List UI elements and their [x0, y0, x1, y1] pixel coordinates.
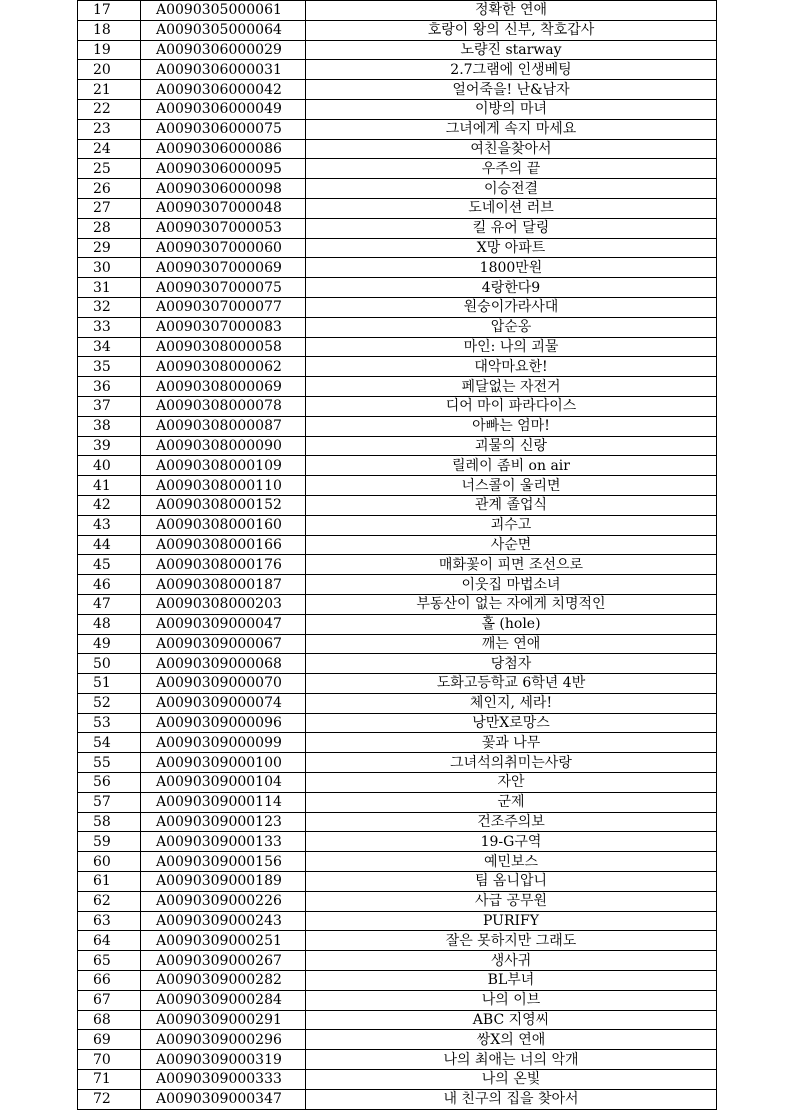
row-title: 꽃과 나무 — [306, 733, 717, 753]
table-row — [78, 60, 717, 80]
row-code: A0090309000114 — [141, 792, 306, 812]
table-row — [78, 238, 717, 258]
row-title: 19-G구역 — [306, 832, 717, 852]
row-code: A0090306000095 — [141, 159, 306, 179]
row-title: 건조주의보 — [306, 812, 717, 832]
row-code: A0090309000099 — [141, 733, 306, 753]
row-title: 낭만X로망스 — [306, 713, 717, 733]
row-code: A0090305000064 — [141, 20, 306, 40]
row-number: 35 — [78, 357, 141, 377]
row-code: A0090308000087 — [141, 416, 306, 436]
row-title: 홀 (hole) — [306, 614, 717, 634]
table-row — [78, 159, 717, 179]
row-number: 51 — [78, 674, 141, 694]
row-code: A0090308000152 — [141, 495, 306, 515]
table-row — [78, 792, 717, 812]
row-code: A0090307000053 — [141, 218, 306, 238]
table-row — [78, 614, 717, 634]
row-number: 58 — [78, 812, 141, 832]
row-code: A0090306000086 — [141, 139, 306, 159]
row-code: A0090309000067 — [141, 634, 306, 654]
row-title: 당첨자 — [306, 654, 717, 674]
row-code: A0090306000031 — [141, 60, 306, 80]
row-title: 우주의 끝 — [306, 159, 717, 179]
row-code: A0090307000075 — [141, 278, 306, 298]
table-row — [78, 1, 717, 21]
table-row — [78, 1050, 717, 1070]
row-number: 70 — [78, 1050, 141, 1070]
row-number: 37 — [78, 396, 141, 416]
row-number: 65 — [78, 951, 141, 971]
table-row — [78, 575, 717, 595]
row-number: 61 — [78, 872, 141, 892]
table-row — [78, 1070, 717, 1090]
row-number: 39 — [78, 436, 141, 456]
row-number: 40 — [78, 456, 141, 476]
row-code: A0090308000109 — [141, 456, 306, 476]
table-row — [78, 1030, 717, 1050]
row-number: 18 — [78, 20, 141, 40]
row-code: A0090309000104 — [141, 773, 306, 793]
table-row — [78, 40, 717, 60]
row-code: A0090307000069 — [141, 258, 306, 278]
row-title: 노량진 starway — [306, 40, 717, 60]
row-code: A0090308000110 — [141, 476, 306, 496]
row-title: 이방의 마녀 — [306, 99, 717, 119]
table-row — [78, 456, 717, 476]
row-number: 32 — [78, 297, 141, 317]
row-number: 33 — [78, 317, 141, 337]
row-number: 54 — [78, 733, 141, 753]
table-row — [78, 179, 717, 199]
row-code: A0090309000189 — [141, 872, 306, 892]
row-title: ABC 지영씨 — [306, 1010, 717, 1030]
row-number: 48 — [78, 614, 141, 634]
table-row — [78, 99, 717, 119]
row-title: 이승전결 — [306, 179, 717, 199]
row-title: 너스콜이 울리면 — [306, 476, 717, 496]
row-code: A0090308000062 — [141, 357, 306, 377]
row-number: 64 — [78, 931, 141, 951]
row-number: 60 — [78, 852, 141, 872]
row-code: A0090309000047 — [141, 614, 306, 634]
table-row — [78, 674, 717, 694]
row-code: A0090309000070 — [141, 674, 306, 694]
row-title: 대악마요한! — [306, 357, 717, 377]
row-code: A0090308000203 — [141, 594, 306, 614]
row-number: 41 — [78, 476, 141, 496]
row-code: A0090308000058 — [141, 337, 306, 357]
table-row — [78, 971, 717, 991]
row-code: A0090305000061 — [141, 1, 306, 21]
row-title: 아빠는 엄마! — [306, 416, 717, 436]
row-number: 56 — [78, 773, 141, 793]
row-title: 쌍X의 연애 — [306, 1030, 717, 1050]
row-title: 팀 옴니압니 — [306, 872, 717, 892]
row-title: BL부녀 — [306, 971, 717, 991]
row-code: A0090309000284 — [141, 990, 306, 1010]
row-code: A0090307000060 — [141, 238, 306, 258]
row-title: 그녀에게 속지 마세요 — [306, 119, 717, 139]
table-row — [78, 634, 717, 654]
row-number: 72 — [78, 1089, 141, 1109]
row-number: 53 — [78, 713, 141, 733]
row-number: 66 — [78, 971, 141, 991]
row-title: 2.7그램에 인생베팅 — [306, 60, 717, 80]
table-row — [78, 80, 717, 100]
row-number: 27 — [78, 198, 141, 218]
row-title: 4랑한다9 — [306, 278, 717, 298]
row-code: A0090306000049 — [141, 99, 306, 119]
row-number: 38 — [78, 416, 141, 436]
row-code: A0090309000296 — [141, 1030, 306, 1050]
row-number: 22 — [78, 99, 141, 119]
row-code: A0090309000133 — [141, 832, 306, 852]
row-number: 29 — [78, 238, 141, 258]
row-code: A0090307000083 — [141, 317, 306, 337]
row-number: 43 — [78, 515, 141, 535]
row-code: A0090308000166 — [141, 535, 306, 555]
row-code: A0090309000243 — [141, 911, 306, 931]
row-code: A0090306000075 — [141, 119, 306, 139]
table-row — [78, 535, 717, 555]
table-row — [78, 911, 717, 931]
row-number: 23 — [78, 119, 141, 139]
row-number: 21 — [78, 80, 141, 100]
row-title: PURIFY — [306, 911, 717, 931]
row-number: 34 — [78, 337, 141, 357]
row-code: A0090309000333 — [141, 1070, 306, 1090]
row-number: 47 — [78, 594, 141, 614]
row-code: A0090308000176 — [141, 555, 306, 575]
row-code: A0090309000068 — [141, 654, 306, 674]
row-title: 정확한 연애 — [306, 1, 717, 21]
table-row — [78, 872, 717, 892]
table-row — [78, 594, 717, 614]
row-number: 46 — [78, 575, 141, 595]
row-number: 19 — [78, 40, 141, 60]
row-title: 내 친구의 집을 찾아서 — [306, 1089, 717, 1109]
row-title: 1800만원 — [306, 258, 717, 278]
row-code: A0090309000123 — [141, 812, 306, 832]
table-row — [78, 951, 717, 971]
table-row — [78, 20, 717, 40]
row-code: A0090309000156 — [141, 852, 306, 872]
row-title: 도네이션 러브 — [306, 198, 717, 218]
row-number: 42 — [78, 495, 141, 515]
table-row — [78, 119, 717, 139]
table-row — [78, 555, 717, 575]
row-title: 디어 마이 파라다이스 — [306, 396, 717, 416]
row-code: A0090309000319 — [141, 1050, 306, 1070]
row-code: A0090307000077 — [141, 297, 306, 317]
row-number: 25 — [78, 159, 141, 179]
row-number: 26 — [78, 179, 141, 199]
row-title: 도화고등학교 6학년 4반 — [306, 674, 717, 694]
row-title: 이웃집 마법소녀 — [306, 575, 717, 595]
table-row — [78, 1089, 717, 1109]
row-title: 사급 공무원 — [306, 891, 717, 911]
row-code: A0090309000267 — [141, 951, 306, 971]
row-number: 45 — [78, 555, 141, 575]
row-title: 사순면 — [306, 535, 717, 555]
row-title: 그녀석의취미는사랑 — [306, 753, 717, 773]
table-row — [78, 1010, 717, 1030]
row-title: 얼어죽을! 난&남자 — [306, 80, 717, 100]
row-title: 잘은 못하지만 그래도 — [306, 931, 717, 951]
row-number: 67 — [78, 990, 141, 1010]
row-title: 괴물의 신랑 — [306, 436, 717, 456]
table-row — [78, 377, 717, 397]
row-code: A0090309000291 — [141, 1010, 306, 1030]
table-row — [78, 278, 717, 298]
row-number: 62 — [78, 891, 141, 911]
table-row — [78, 495, 717, 515]
row-code: A0090309000096 — [141, 713, 306, 733]
table-row — [78, 812, 717, 832]
row-title: 페달없는 자전거 — [306, 377, 717, 397]
row-number: 31 — [78, 278, 141, 298]
table-row — [78, 258, 717, 278]
table-row — [78, 396, 717, 416]
row-title: 압순옹 — [306, 317, 717, 337]
table-row — [78, 436, 717, 456]
row-title: 킬 유어 달링 — [306, 218, 717, 238]
row-title: 괴수고 — [306, 515, 717, 535]
row-title: 매화꽃이 피면 조선으로 — [306, 555, 717, 575]
table-row — [78, 891, 717, 911]
row-number: 20 — [78, 60, 141, 80]
row-number: 17 — [78, 1, 141, 21]
row-code: A0090308000187 — [141, 575, 306, 595]
row-title: 관계 졸업식 — [306, 495, 717, 515]
row-number: 44 — [78, 535, 141, 555]
table-row — [78, 852, 717, 872]
row-code: A0090307000048 — [141, 198, 306, 218]
row-title: 여친을찾아서 — [306, 139, 717, 159]
row-title: 군제 — [306, 792, 717, 812]
row-title: 나의 온빛 — [306, 1070, 717, 1090]
row-title: 릴레이 좀비 on air — [306, 456, 717, 476]
table-row — [78, 218, 717, 238]
table-row — [78, 139, 717, 159]
row-number: 68 — [78, 1010, 141, 1030]
table-row — [78, 832, 717, 852]
list-table — [77, 0, 717, 1110]
row-title: 호랑이 왕의 신부, 착호갑사 — [306, 20, 717, 40]
table-row — [78, 317, 717, 337]
table-row — [78, 753, 717, 773]
row-title: 원숭이가라사대 — [306, 297, 717, 317]
table-row — [78, 416, 717, 436]
row-number: 24 — [78, 139, 141, 159]
row-title: 부동산이 없는 자에게 치명적인 — [306, 594, 717, 614]
row-number: 49 — [78, 634, 141, 654]
table-row — [78, 654, 717, 674]
table-row — [78, 733, 717, 753]
table-row — [78, 337, 717, 357]
table-row — [78, 357, 717, 377]
row-title: 예민보스 — [306, 852, 717, 872]
row-title: X망 아파트 — [306, 238, 717, 258]
table-row — [78, 693, 717, 713]
row-number: 63 — [78, 911, 141, 931]
table-row — [78, 713, 717, 733]
row-number: 59 — [78, 832, 141, 852]
row-title: 나의 이브 — [306, 990, 717, 1010]
table-row — [78, 773, 717, 793]
row-title: 마인: 나의 괴물 — [306, 337, 717, 357]
row-code: A0090309000282 — [141, 971, 306, 991]
row-number: 36 — [78, 377, 141, 397]
row-number: 28 — [78, 218, 141, 238]
table-row — [78, 476, 717, 496]
table-row — [78, 515, 717, 535]
table-row — [78, 297, 717, 317]
row-number: 55 — [78, 753, 141, 773]
row-code: A0090308000160 — [141, 515, 306, 535]
row-number: 69 — [78, 1030, 141, 1050]
row-code: A0090308000069 — [141, 377, 306, 397]
row-title: 자안 — [306, 773, 717, 793]
row-code: A0090309000226 — [141, 891, 306, 911]
row-number: 71 — [78, 1070, 141, 1090]
row-title: 생사귀 — [306, 951, 717, 971]
row-title: 깨는 연애 — [306, 634, 717, 654]
row-title: 나의 최애는 너의 악개 — [306, 1050, 717, 1070]
row-code: A0090308000078 — [141, 396, 306, 416]
table-row — [78, 931, 717, 951]
row-code: A0090306000029 — [141, 40, 306, 60]
table-body — [78, 1, 717, 1110]
row-number: 52 — [78, 693, 141, 713]
row-number: 30 — [78, 258, 141, 278]
row-code: A0090309000347 — [141, 1089, 306, 1109]
row-code: A0090306000098 — [141, 179, 306, 199]
table-row — [78, 990, 717, 1010]
row-code: A0090308000090 — [141, 436, 306, 456]
row-title: 체인지, 세라! — [306, 693, 717, 713]
row-number: 57 — [78, 792, 141, 812]
row-code: A0090309000074 — [141, 693, 306, 713]
row-code: A0090309000100 — [141, 753, 306, 773]
row-number: 50 — [78, 654, 141, 674]
row-code: A0090306000042 — [141, 80, 306, 100]
table-row — [78, 198, 717, 218]
row-code: A0090309000251 — [141, 931, 306, 951]
